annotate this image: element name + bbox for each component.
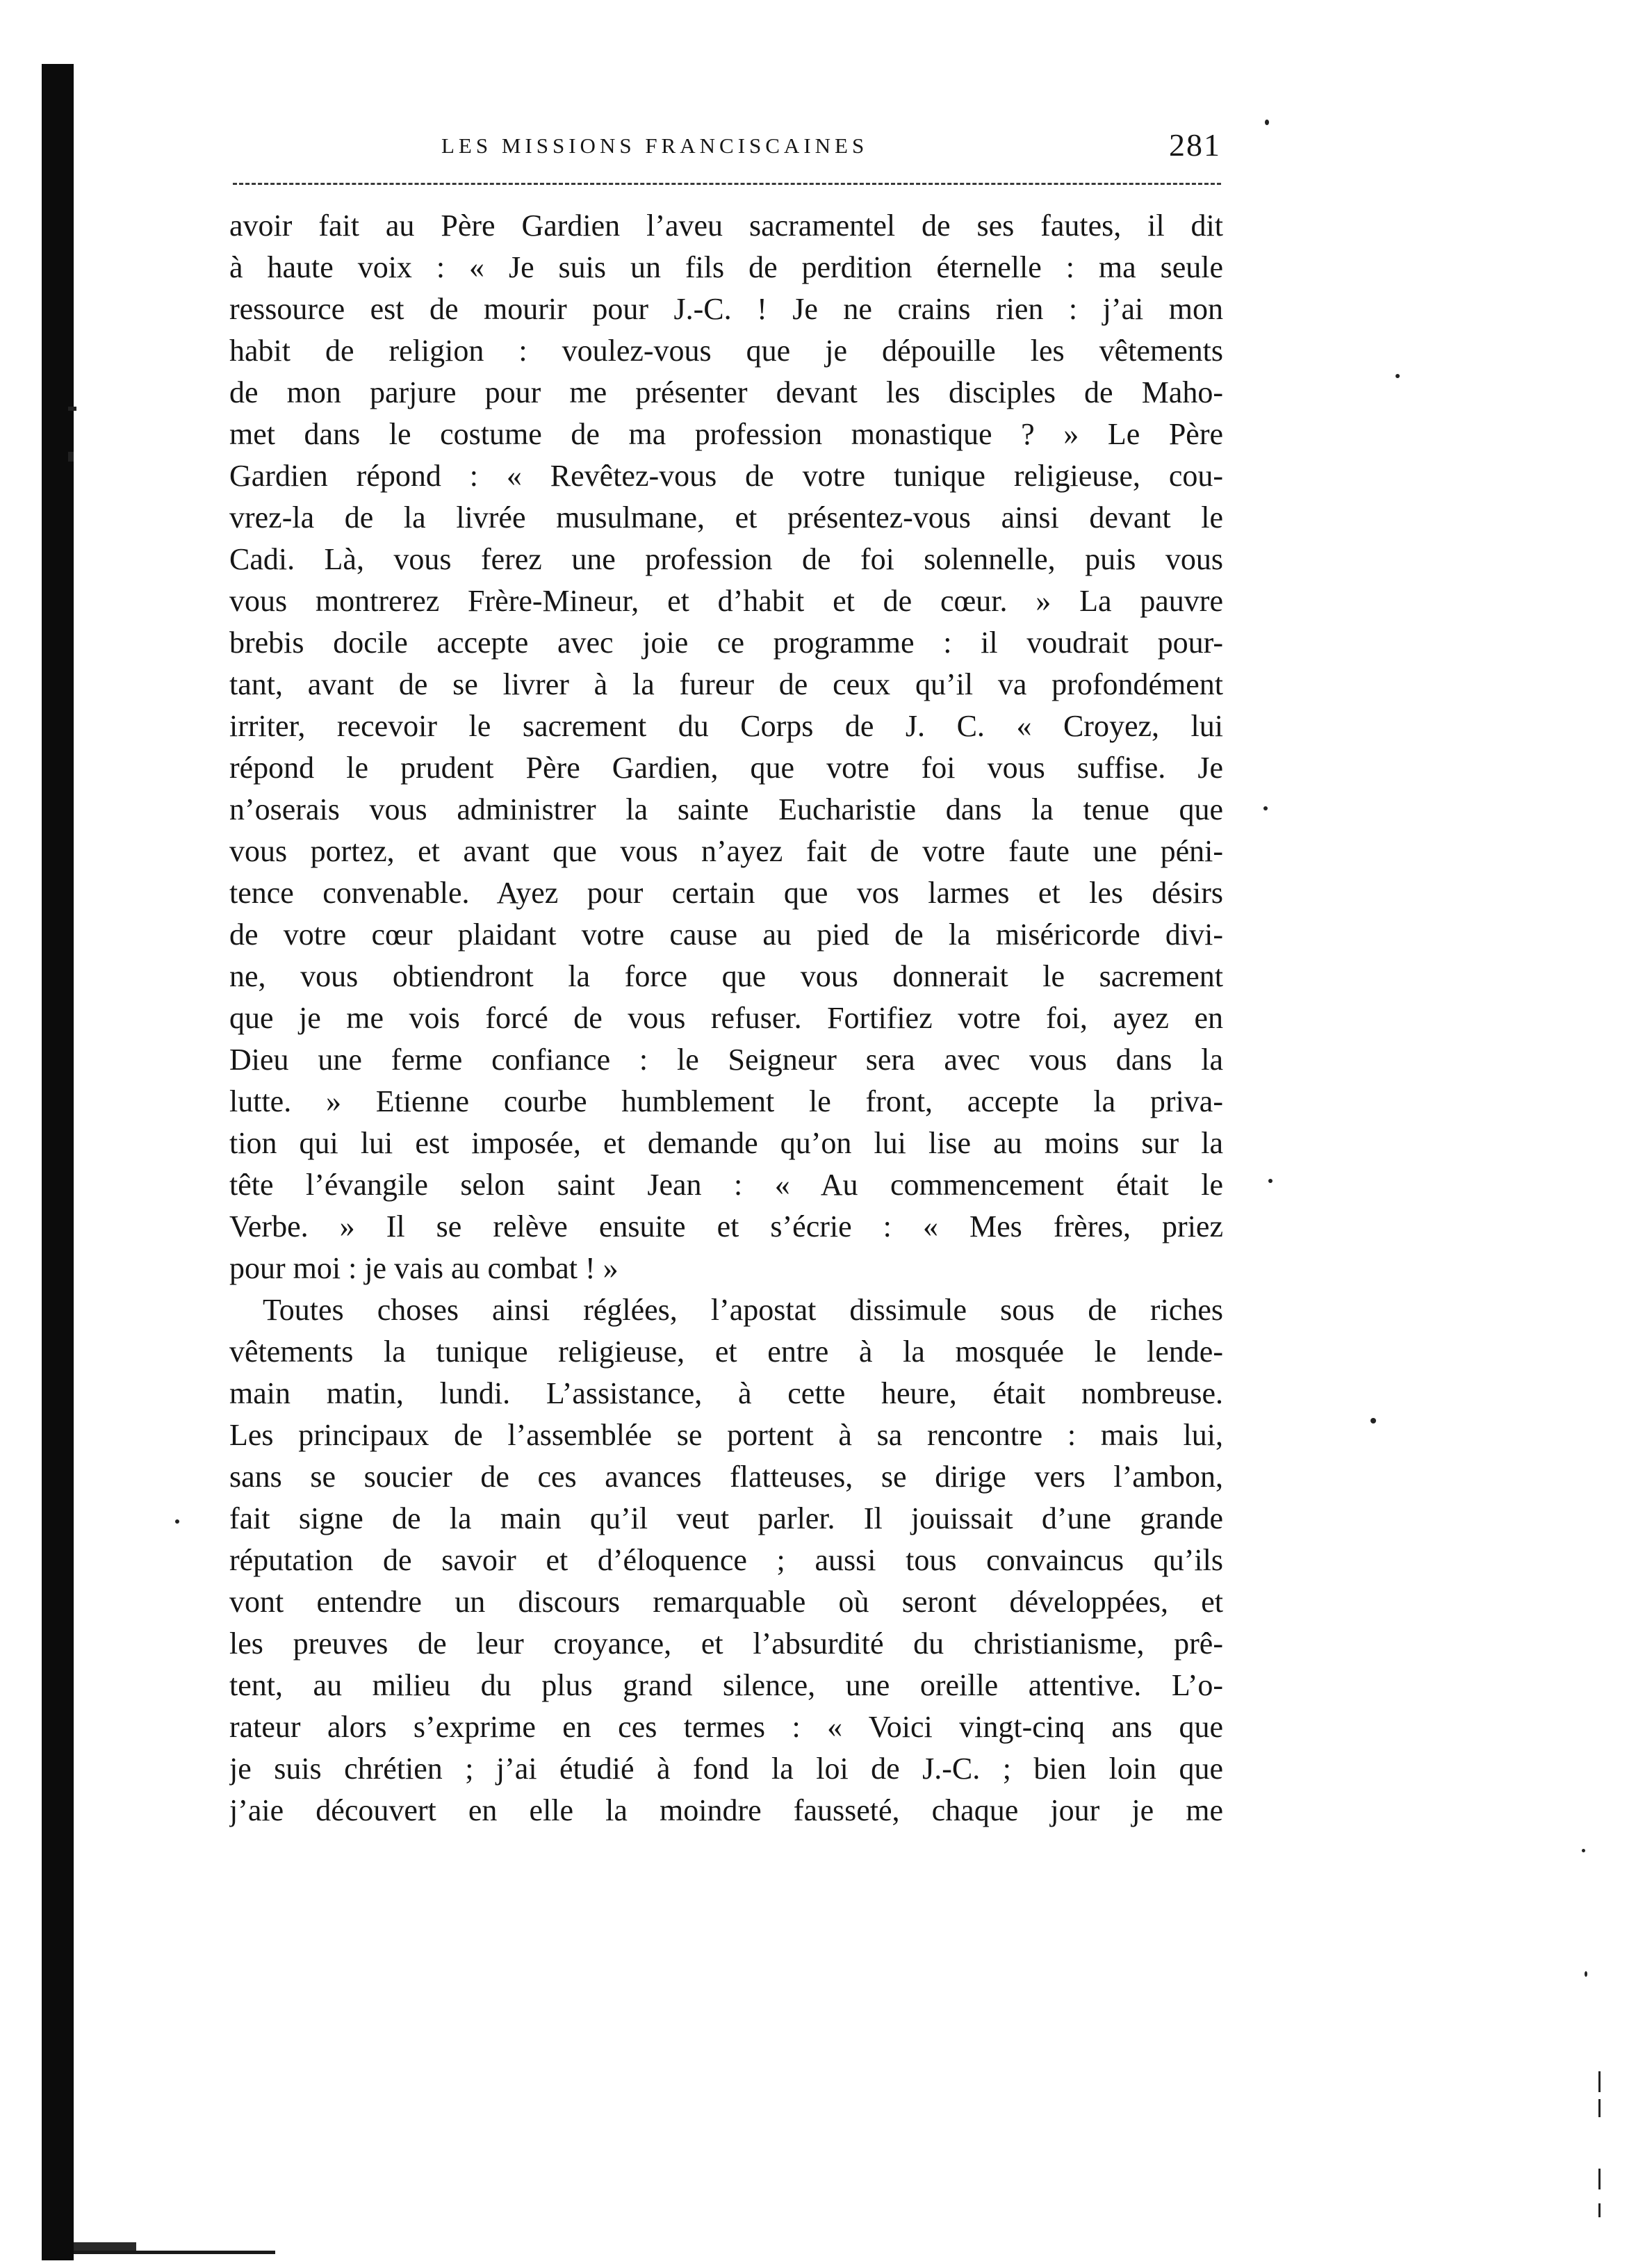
text-line: de mon parjure pour me présenter devant les disciples de Maho- xyxy=(229,375,1223,409)
text-line: habit de religion : voulez-vous que je dépouille les vêtements xyxy=(229,334,1223,368)
text-line: Gardien répond : « Revêtez-vous de votre tunique religieuse, cou- xyxy=(229,459,1223,493)
body-text xyxy=(229,205,1223,1831)
left-margin-mark xyxy=(68,407,76,411)
binding-edge-bar xyxy=(42,64,74,2260)
right-edge-mark xyxy=(1598,2099,1601,2117)
dust-speck xyxy=(1370,1418,1376,1423)
text-line: tion qui lui est imposée, et demande qu’on lui lise au moins sur la xyxy=(229,1126,1223,1160)
text-line: vous portez, et avant que vous n’ayez fait de votre faute une péni- xyxy=(229,834,1223,868)
text-line: pour moi : je vais au combat ! » xyxy=(229,1251,619,1285)
text-line: tence convenable. Ayez pour certain que vos larmes et les désirs xyxy=(229,876,1223,910)
text-line: sans se soucier de ces avances flatteuses, se dirige vers l’ambon, xyxy=(229,1460,1223,1494)
text-line: Toutes choses ainsi réglées, l’apostat dissimule sous de riches xyxy=(263,1293,1223,1327)
text-line: tête l’évangile selon saint Jean : « Au commencement était le xyxy=(229,1168,1223,1202)
text-line: vous montrerez Frère-Mineur, et d’habit et de cœur. » La pauvre xyxy=(229,584,1223,618)
text-line: brebis docile accepte avec joie ce programme : il voudrait pour- xyxy=(229,626,1223,660)
text-line: Dieu une ferme confiance : le Seigneur sera avec vous dans la xyxy=(229,1043,1223,1077)
header-rule xyxy=(233,183,1221,185)
text-line: n’oserais vous administrer la sainte Eucharistie dans la tenue que xyxy=(229,792,1223,826)
text-line: vrez-la de la livrée musulmane, et présentez-vous ainsi devant le xyxy=(229,500,1223,535)
text-line: fait signe de la main qu’il veut parler. Il jouissait d’une grande xyxy=(229,1501,1223,1535)
dust-speck xyxy=(175,1519,179,1524)
dust-speck xyxy=(1268,1179,1272,1183)
running-head xyxy=(233,127,1221,175)
text-line: les preuves de leur croyance, et l’absurdité du christianisme, prê- xyxy=(229,1626,1223,1661)
dust-speck xyxy=(1585,1971,1587,1977)
text-line: de votre cœur plaidant votre cause au pied de la miséricorde divi- xyxy=(229,917,1223,952)
text-line: tent, au milieu du plus grand silence, une oreille attentive. L’o- xyxy=(229,1668,1223,1702)
right-edge-mark xyxy=(1598,2203,1601,2217)
text-line: vêtements la tunique religieuse, et entre à la mosquée le lende- xyxy=(229,1335,1223,1369)
dust-speck xyxy=(1396,374,1400,378)
text-line: main matin, lundi. L’assistance, à cette heure, était nombreuse. xyxy=(229,1376,1223,1410)
page-number: 281 xyxy=(1169,127,1221,163)
dust-speck xyxy=(1582,1849,1585,1852)
text-line: je suis chrétien ; j’ai étudié à fond la loi de J.-C. ; bien loin que xyxy=(229,1752,1223,1786)
binding-notch xyxy=(74,2242,136,2251)
text-line: ressource est de mourir pour J.-C. ! Je ne crains rien : j’ai mon xyxy=(229,292,1223,326)
text-line: avoir fait au Père Gardien l’aveu sacramentel de ses fautes, il dit xyxy=(229,209,1223,243)
binding-bottom-rule xyxy=(74,2251,275,2254)
text-line: Cadi. Là, vous ferez une profession de foi solennelle, puis vous xyxy=(229,542,1223,576)
right-edge-mark xyxy=(1598,2071,1601,2092)
text-line: lutte. » Etienne courbe humblement le front, accepte la priva- xyxy=(229,1084,1223,1118)
text-line: j’aie découvert en elle la moindre fausseté, chaque jour je me xyxy=(229,1793,1223,1827)
text-line: à haute voix : « Je suis un fils de perdition éternelle : ma seule xyxy=(229,250,1223,284)
text-line: que je me vois forcé de vous refuser. Fortifiez votre foi, ayez en xyxy=(229,1001,1223,1035)
dust-speck xyxy=(1265,120,1269,125)
text-line: rateur alors s’exprime en ces termes : « Voici vingt-cinq ans que xyxy=(229,1710,1223,1744)
text-line: répond le prudent Père Gardien, que votre foi vous suffise. Je xyxy=(229,751,1223,785)
text-line: Les principaux de l’assemblée se portent à sa rencontre : mais lui, xyxy=(229,1418,1223,1452)
text-line: met dans le costume de ma profession monastique ? » Le Père xyxy=(229,417,1223,451)
text-line: vont entendre un discours remarquable où seront développées, et xyxy=(229,1585,1223,1619)
text-line: tant, avant de se livrer à la fureur de ceux qu’il va profondément xyxy=(229,667,1223,701)
dust-speck xyxy=(1263,806,1268,810)
text-line: réputation de savoir et d’éloquence ; aussi tous convaincus qu’ils xyxy=(229,1543,1223,1577)
text-line: Verbe. » Il se relève ensuite et s’écrie : « Mes frères, priez xyxy=(229,1209,1223,1243)
left-margin-mark xyxy=(68,452,74,462)
text-line: irriter, recevoir le sacrement du Corps de J. C. « Croyez, lui xyxy=(229,709,1223,743)
text-line: ne, vous obtiendront la force que vous donnerait le sacrement xyxy=(229,959,1223,993)
running-title: LES MISSIONS FRANCISCAINES xyxy=(441,133,869,158)
right-edge-mark xyxy=(1598,2169,1601,2189)
